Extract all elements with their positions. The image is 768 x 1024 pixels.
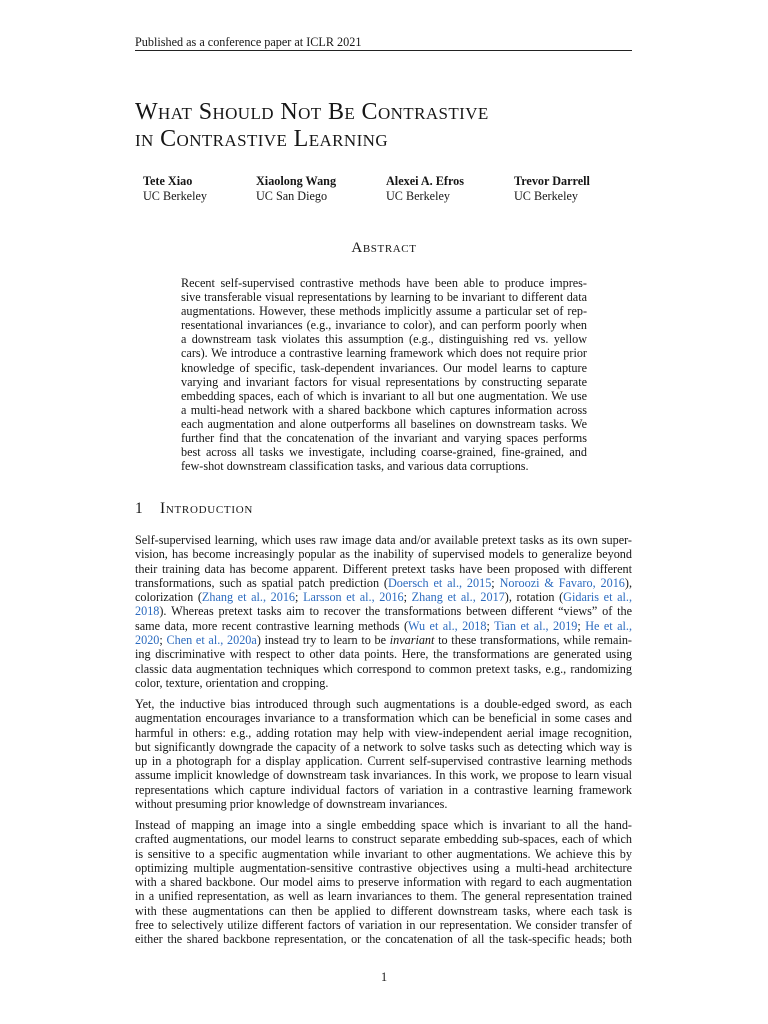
title-line-2: in Contrastive Learning (135, 126, 389, 152)
header-rule (135, 50, 632, 51)
author-block (386, 174, 464, 204)
text-run: in a unified representation, as well as learn invariances to them. The general representation trained (135, 889, 632, 904)
author-name: Xiaolong Wang (256, 174, 337, 188)
text-run: ) instead try to learn to be (256, 633, 390, 648)
emphasis-text: invariant (389, 633, 435, 648)
text-line (135, 832, 632, 846)
text-run: cars). We introduce a contrastive learning framework which does not require prior (181, 346, 587, 361)
text-run: ). Whereas pretext tasks aim to recover the transformations between different “views” of the (159, 604, 632, 619)
text-run: each augmentation and alone outperforms all baselines on downstream tasks. We (181, 416, 587, 431)
text-run: ; (577, 618, 586, 633)
text-line (135, 754, 632, 768)
author-block (143, 174, 207, 204)
text-run: ; (159, 633, 167, 648)
text-line (135, 768, 632, 782)
author-affiliation: UC Berkeley (143, 189, 207, 203)
text-line (135, 711, 632, 725)
text-line (181, 417, 587, 431)
text-line (181, 361, 587, 375)
text-run: crafted augmentations, our model learns to construct separate embedding sub-spaces, each of which (135, 832, 632, 847)
section-number: 1 (135, 500, 144, 517)
text-run: varying and invariant factors for visual representations by constructing separate (181, 374, 587, 389)
text-line (181, 346, 587, 360)
text-line (181, 389, 587, 403)
text-line (135, 676, 632, 690)
text-run: Instead of mapping an image into a single embedding space which is invariant to all the hand- (135, 818, 632, 832)
abstract-heading: Abstract (351, 240, 417, 256)
text-run: representations which capture individual factors of variation in a contrastive learning framework (135, 782, 632, 797)
text-run: sive transferable visual representations by learning to be invariant to different data (181, 290, 587, 305)
author-block (514, 174, 590, 204)
text-run: ; (403, 590, 412, 605)
author-block (256, 174, 336, 204)
text-line (181, 332, 587, 346)
author-affiliation: UC Berkeley (386, 189, 450, 203)
text-run: without presuming prior knowledge of downstream invariances. (135, 797, 448, 812)
section-title: Introduction (160, 500, 254, 517)
text-line (135, 562, 632, 576)
citation-link[interactable]: Wu et al., 2018 (408, 618, 487, 633)
author-affiliation: UC Berkeley (514, 189, 578, 203)
text-run: knowledge of specific, task-dependent invariances. Our model learns to capture (181, 360, 587, 375)
paper-title (135, 99, 489, 153)
text-line (181, 431, 587, 445)
citation-link[interactable]: Zhang et al., 2017 (411, 590, 505, 605)
text-run: optimizing multiple augmentation-sensitive contrastive objectives using a multi-head architecture (135, 860, 632, 875)
text-run: ; (295, 590, 304, 605)
text-line (135, 847, 632, 861)
citation-link[interactable]: Gidaris et al., (563, 590, 632, 605)
text-run: ), (624, 575, 632, 590)
text-run: their training data has become apparent. Different pretext tasks have been proposed with different (135, 561, 632, 576)
text-run: Recent self-supervised contrastive methods have been able to produce impres- (181, 276, 587, 290)
text-run: to these transformations, while remain- (434, 633, 632, 648)
text-line (135, 783, 632, 797)
text-run: transformations, such as spatial patch prediction ( (135, 575, 388, 590)
text-run: ; (486, 618, 495, 633)
intro-paragraph-3 (135, 818, 632, 947)
text-run: with a shared backbone. Our model aims to preserve information with regard to each augmentation (135, 875, 632, 890)
text-run: with these augmentations can then be applied to different downstream tasks, where each task is (135, 903, 632, 918)
text-line (135, 662, 632, 676)
text-run: same data, more recent contrastive learning methods ( (135, 618, 409, 633)
text-run: few-shot downstream classification tasks, and various data corruptions. (181, 459, 529, 474)
text-run: a downstream task violates this assumption (e.g., distinguishing red vs. yellow (181, 332, 587, 347)
text-line (135, 875, 632, 889)
citation-link[interactable]: Chen et al., 2020a (166, 633, 257, 648)
citation-link[interactable]: Zhang et al., 2016 (201, 590, 296, 605)
running-head: Published as a conference paper at ICLR 2021 (135, 35, 362, 49)
text-run: up in a photograph for a display application. Current self-supervised contrastive learning methods (135, 754, 632, 769)
author-name: Trevor Darrell (514, 174, 590, 188)
text-run: resentational invariances (e.g., invariance to color), and can perform poorly when (181, 318, 587, 333)
text-line (181, 459, 587, 473)
text-run: harmful in others: e.g., adding rotation may help with view-independent aerial image recognition, (135, 725, 632, 740)
text-line (135, 619, 632, 633)
author-name: Tete Xiao (143, 174, 193, 188)
citation-link[interactable]: 2020 (135, 633, 160, 648)
title-line-1: What Should Not Be Contrastive (135, 99, 489, 125)
text-run: ; (491, 575, 500, 590)
citation-link[interactable]: Noroozi & Favaro, 2016 (499, 575, 625, 590)
text-line (135, 889, 632, 903)
text-run: vision, has become increasingly popular as the inability of supervised models to generalize beyond (135, 547, 632, 562)
abstract-body (181, 276, 587, 473)
text-run: best across all tasks we investigate, including coarse-grained, fine-grained, and (181, 445, 587, 460)
text-line (181, 403, 587, 417)
text-line (181, 276, 587, 290)
text-line (135, 604, 632, 618)
citation-link[interactable]: Tian et al., 2019 (494, 618, 578, 633)
text-line (135, 590, 632, 604)
text-run: ing discriminative with respect to other data points. Here, the transformations are generated using (135, 647, 632, 662)
intro-paragraph-1 (135, 533, 632, 690)
text-run: color, texture, orientation and cropping. (135, 675, 329, 690)
text-line (135, 547, 632, 561)
text-line (181, 290, 587, 304)
section-heading-introduction (135, 501, 253, 517)
text-line (181, 445, 587, 459)
text-line (135, 726, 632, 740)
text-line (135, 740, 632, 754)
intro-paragraph-2 (135, 697, 632, 811)
text-line (181, 318, 587, 332)
text-line (135, 576, 632, 590)
author-affiliation: UC San Diego (256, 189, 328, 203)
text-run: either the shared backbone representation, or the concatenation of all the task-specific heads; both (135, 932, 632, 947)
author-name: Alexei A. Efros (386, 174, 464, 188)
citation-link[interactable]: Larsson et al., 2016 (303, 590, 404, 605)
text-line (135, 797, 632, 811)
citation-link[interactable]: Doersch et al., 2015 (387, 575, 492, 590)
text-run: a multi-head network with a shared backbone which captures information across (181, 402, 587, 417)
text-line (135, 918, 632, 932)
text-run: but significantly downgrade the capacity of a network to solve tasks such as detecting which way is (135, 739, 632, 754)
text-run: classic data augmentation techniques which correspond to common pretext tasks, e.g., randomizing (135, 661, 632, 676)
text-line (181, 304, 587, 318)
text-line (135, 697, 632, 711)
text-run: colorization ( (135, 590, 202, 605)
text-line (135, 904, 632, 918)
text-line (135, 818, 632, 832)
text-run: free to selectively utilize different factors of variation in our representation. We consider transfer of (135, 918, 632, 933)
text-run: augmentation encourages invariance to a transformation which can be beneficial in some cases and (135, 711, 632, 726)
citation-link[interactable]: 2018 (135, 604, 160, 619)
text-run: Yet, the inductive bias introduced through such augmentations is a double-edged sword, as each (135, 697, 632, 711)
text-run: Self-supervised learning, which uses raw image data and/or available pretext tasks as its own super- (135, 533, 632, 547)
text-run: assume implicit knowledge of downstream task invariances. In this work, we propose to learn visual (135, 768, 632, 783)
text-line (181, 375, 587, 389)
citation-link[interactable]: He et al., (585, 618, 632, 633)
text-run: further find that the concatenation of the invariant and varying spaces performs (181, 431, 587, 446)
text-run: augmentations. However, these methods implicitly assume a particular set of rep- (181, 304, 587, 319)
text-line (135, 861, 632, 875)
text-line (135, 932, 632, 946)
text-run: ), rotation ( (504, 590, 564, 605)
text-run: embedding spaces, each of which is invariant to all but one augmentation. We use (181, 388, 587, 403)
text-line (135, 533, 632, 547)
text-run: is sensitive to a specific augmentation while invariant to other augmentations. We achieve this by (135, 846, 632, 861)
page-number: 1 (380, 970, 388, 984)
text-line (135, 633, 632, 647)
text-line (135, 647, 632, 661)
